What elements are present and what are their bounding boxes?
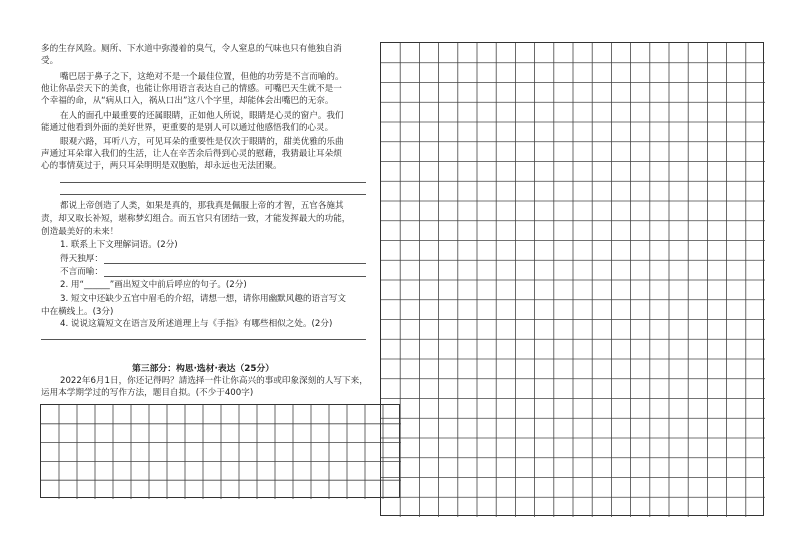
answer-line[interactable] bbox=[41, 339, 366, 340]
passage-line: 在人的面孔中最重要的还属眼睛，正如他人所说，眼睛是心灵的窗户。我们 bbox=[60, 111, 344, 121]
passage-line: 能通过他看到外面的美好世界，更重要的是别人可以通过他感悟我们的心灵。 bbox=[41, 123, 334, 133]
passage-line: 多的生存风险。厕所、下水道中弥漫着的臭气，令人窒息的气味也只有他独自消 bbox=[41, 44, 342, 54]
question-3: 3. 短文中还缺少五官中眉毛的介绍，请想一想，请你用幽默风趣的语言写文 bbox=[60, 294, 346, 304]
question-1: 1. 联系上下文理解词语。(2分) bbox=[60, 240, 178, 250]
passage-line: 眼观六路，耳听八方，可见耳朵的重要性是仅次于眼睛的，甜美优雅的乐曲 bbox=[60, 137, 344, 147]
answer-line[interactable] bbox=[104, 263, 366, 264]
writing-grid-right[interactable] bbox=[380, 42, 764, 516]
grid-lines bbox=[381, 43, 765, 517]
answer-line[interactable] bbox=[60, 182, 366, 183]
passage-line: 个幸福的命，从“病从口入，祸从口出”这八个字里，却能体会出嘴巴的无奈。 bbox=[41, 96, 334, 106]
passage-line: 都说上帝创造了人类，如果是真的，那我真是佩服上帝的才智，五官各施其 bbox=[60, 201, 344, 211]
passage-line: 声通过耳朵窜入我们的生活，让人在辛苦余后得到心灵的慰藉，我猜最让耳朵烦 bbox=[41, 149, 342, 159]
answer-line[interactable] bbox=[60, 194, 366, 195]
writing-grid-left[interactable] bbox=[40, 404, 400, 498]
question-3-cont: 中在横线上。(3分) bbox=[41, 307, 114, 317]
passage-line: 责，却又取长补短，堪称梦幻组合。而五官只有团结一致，才能发挥最大的功能， bbox=[41, 214, 351, 224]
passage-line: 他让你品尝天下的美食，也能让你用语言表达自己的情感。可嘴巴天生就不是一 bbox=[41, 84, 342, 94]
passage-line: 嘴巴居于鼻子之下，这绝对不是一个最佳位置，但他的功劳是不言而喻的。 bbox=[60, 72, 344, 82]
passage-line: 受。 bbox=[41, 56, 59, 66]
question-1-word-b: 不言而喻： bbox=[60, 267, 103, 277]
question-1-word-a: 得天独厚： bbox=[60, 254, 103, 264]
section-title: 第三部分：构思·选材·表达（25分） bbox=[132, 364, 275, 374]
passage-line: 创造最美好的未来！ bbox=[41, 227, 119, 237]
writing-prompt: 运用本学期学过的写作方法，题目自拟。(不少于400字) bbox=[41, 388, 254, 398]
writing-prompt: 2022年6月1日，你还记得吗？請选择一件让你高兴的事或印象深刻的人写下来， bbox=[60, 376, 368, 386]
passage-line: 心的事情莫过于，两只耳朵明明是双胞胎，却永远也无法团聚。 bbox=[41, 161, 282, 171]
answer-line[interactable] bbox=[104, 276, 366, 277]
grid-lines bbox=[41, 405, 401, 499]
question-4: 4. 说说这篇短文在语言及所述道理上与《手指》有哪些相似之处。(2分) bbox=[60, 319, 333, 329]
question-2: 2. 用“______”画出短文中前后呼应的句子。(2分) bbox=[60, 280, 247, 290]
